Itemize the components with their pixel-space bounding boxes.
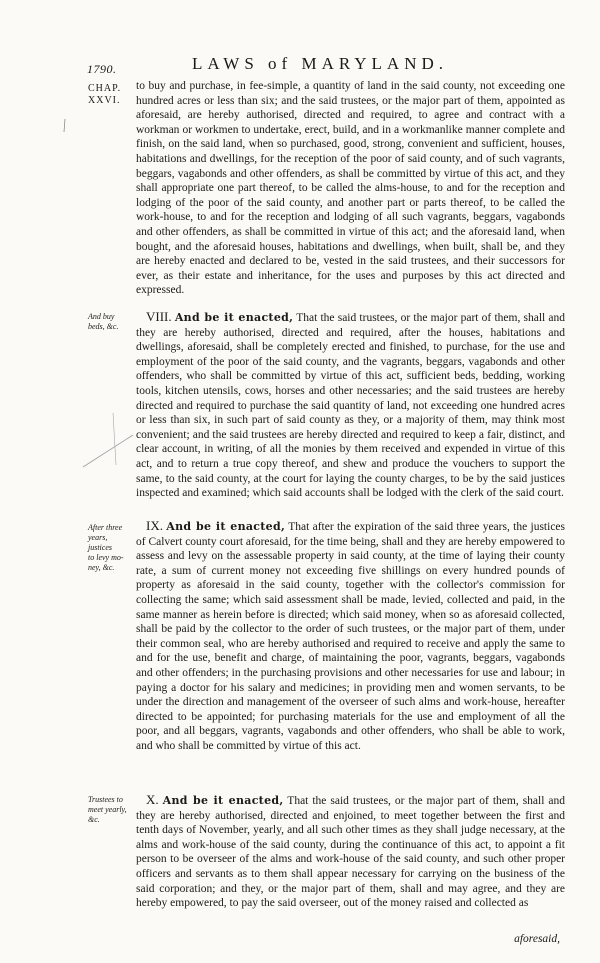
margin-note-line: After three <box>88 523 123 532</box>
chapter-number: XXVI. <box>88 95 121 106</box>
margin-note-line: beds, &c. <box>88 322 119 331</box>
section-number: IX. <box>146 518 163 533</box>
section-heading: And be it enacted, <box>174 311 294 324</box>
chapter-word: CHAP. <box>88 83 122 94</box>
section-text: That the said trustees, or the major part of them, shall and they are hereby authorised, directed and enjoined, to meet together between the first and tenth days of November, yearly, and all such other times as they shall judge necessary, at the alms and work-house of the said county, during the continuance of this act, to appoint a fit person to be overseer of the alms and work-house of the said county, and such other proper officers and servants as to them shall appear necessary for carrying on the business of the said corporation; and they, or the major part of them, shall and may agree, and they are hereby empowered, to pay the said overseer, out of the money raised and collected as <box>136 795 566 910</box>
margin-note-line: And buy <box>88 312 115 321</box>
margin-note-line: to levy mo- <box>88 553 124 562</box>
section-8 <box>136 310 565 501</box>
margin-note-line: Trustees to <box>88 795 123 804</box>
section-9 <box>136 519 565 754</box>
paragraph-text: to buy and purchase, in fee-simple, a quantity of land in the said county, not exceeding one hundred acres or less than six; and the said trustees, or the major part of them, appointed as aforesaid, are hereby authorised, directed and required, to agree and contract with a workman or workmen to undertake, erect, build, and in a workmanlike manner complete and finish, on the said land, when so purchased, good, strong, convenient and sufficient, houses, habitations and dwellings, for the reception of the poor of said county, and of such vagrants, beggars, vagabonds and other offenders, as shall be committed by virtue of this act, and they shall appropriate one part thereof, to be called the alms-house, to and for the reception and lodging of the poor of the said county, and another part or parts thereof, to be called the work-house, to and for the reception and lodging of all such vagrants, beggars, vagabonds and other offenders, as shall be committed in virtue of this act; and the aforesaid land, when bought, and the aforesaid houses, habitations and dwellings, when built, shall be, and they are hereby enacted and declared to be, vested in the said trustees, and their successors for ever, as their estate and inheritance, for the uses and purposes by this act directed and expressed. <box>136 80 565 297</box>
margin-note-line: years, justices <box>88 533 112 552</box>
running-title: LAWS of MARYLAND. <box>192 54 448 73</box>
section-heading: And be it enacted, <box>166 520 286 533</box>
pencil-mark-icon <box>60 118 70 134</box>
section-number: X. <box>146 792 159 807</box>
pencil-mark-icon <box>78 405 138 475</box>
section-heading: And be it enacted, <box>162 794 284 807</box>
margin-note-buy-beds <box>88 312 132 332</box>
page-year: 1790. <box>87 62 117 76</box>
margin-note-line: &c. <box>88 815 100 824</box>
margin-note-levy-money <box>88 523 132 573</box>
section-number: VIII. <box>146 309 172 324</box>
margin-note-line: meet yearly, <box>88 805 127 814</box>
section-10 <box>136 793 565 911</box>
paragraph-continuation <box>136 79 565 298</box>
chapter-label <box>88 83 128 107</box>
section-text: That after the expiration of the said three years, the justices of Calvert county court aforesaid, for the time being, shall and they are hereby empowered to assess and levy on the assessable property in said county, at the time of laying their county rate, a sum of current money not exceeding five shillings on every hundred pounds of property as aforesaid in the said county, together with the collector's commission for collecting the same; which said assessment shall be made, levied, collected and paid, in the same manner as herein before is directed; which said money, when so as aforesaid collected, shall be paid by the collector to the order of such trustees, or the major part of them, under their common seal, who are hereby authorised and required to receive and apply the same to and for the use, benefit and charge, of maintaining the poor, vagrants, beggars, vagabonds and other offenders; in the purchasing provisions and other necessaries for use and labour; in paying a doctor for his salary and medicines; in providing men and women servants, to be under the direction and management of the overseer of such alms and work-house, hereafter directed to be appointed; for purchasing materials for the use and employment of all the poor, and all beggars, vagrants, vagabonds and other offenders, who shall be able to work, and who shall be committed by virtue of this act. <box>136 521 566 752</box>
margin-note-trustees-meet <box>88 795 132 825</box>
section-text: That the said trustees, or the major part of them, shall and they are hereby authorised, directed and required, after the houses, habitations and dwellings, aforesaid, shall be completely erected and finished, to purchase, for the use and employment of the poor of the said county, and the vagrants, beggars, vagabonds and other offenders, who shall be committed by virtue of this act, sufficient beds, bedding, working tools, kitchen utensils, cows, horses and other necessaries; and the said trustees are hereby directed and required to purchase the said quantity of land, not exceeding one hundred acres or less than six, in such part of said county as they, or a majority of them, may think most convenient; and the said trustees are hereby directed and required to keep a fair, distinct, and clear account, in writing, of all the monies by them received and expended in virtue of this act, and to return a true copy thereof, and shew and produce the vouchers to support the same, to the said county, at the court for laying the county charges, to be by the said justices inspected and examined; which said accounts shall be lodged with the clerk of the said court. <box>136 312 566 500</box>
margin-note-line: ney, &c. <box>88 563 115 572</box>
catchword: aforesaid, <box>514 933 560 945</box>
